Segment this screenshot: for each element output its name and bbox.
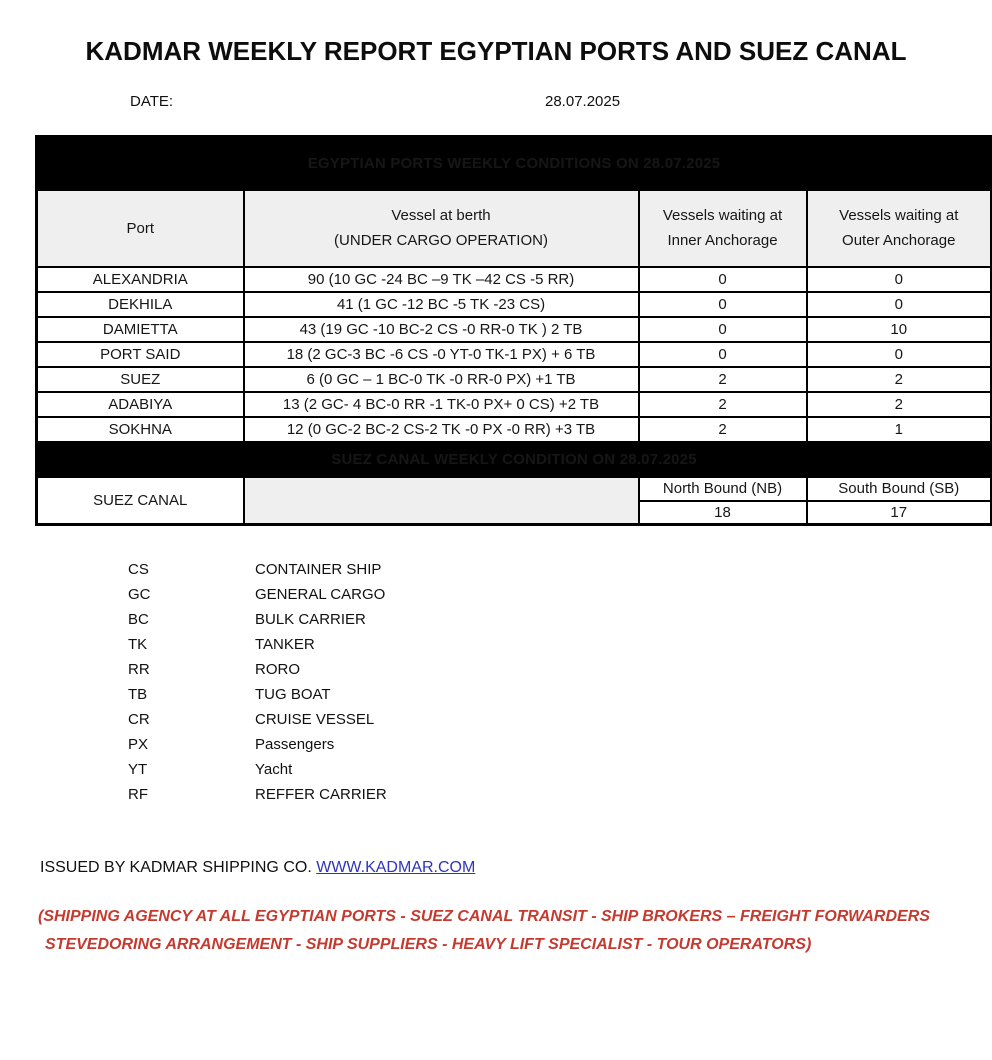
table-row-suez bbox=[37, 367, 992, 392]
inner-anchorage-cell: 2 bbox=[639, 367, 807, 392]
column-header-berth bbox=[244, 190, 639, 267]
legend-code: TK bbox=[128, 636, 148, 653]
page-title: KADMAR WEEKLY REPORT EGYPTIAN PORTS AND SUEZ CANAL bbox=[85, 36, 907, 66]
table-row-damietta bbox=[37, 317, 992, 342]
column-header-outer-line1: Vessels waiting at bbox=[839, 207, 959, 224]
legend-item-cr bbox=[128, 707, 992, 732]
abbreviation-legend bbox=[128, 557, 992, 807]
table-row-port-said bbox=[37, 342, 992, 367]
legend-label: GENERAL CARGO bbox=[255, 586, 386, 603]
legend-item-cs bbox=[128, 557, 992, 582]
report-page bbox=[0, 36, 992, 1060]
legend-code: RR bbox=[128, 661, 150, 678]
port-cell: DEKHILA bbox=[37, 292, 244, 317]
legend-label: REFFER CARRIER bbox=[255, 786, 387, 803]
south-bound-header: South Bound (SB) bbox=[807, 477, 992, 501]
legend-label: RORO bbox=[255, 661, 300, 678]
port-cell: PORT SAID bbox=[37, 342, 244, 367]
column-header-berth-line1: Vessel at berth bbox=[391, 207, 491, 224]
legend-code: TB bbox=[128, 686, 148, 703]
berth-cell: 6 (0 GC – 1 BC-0 TK -0 RR-0 PX) +1 TB bbox=[244, 367, 639, 392]
legend-item-rr bbox=[128, 657, 992, 682]
suez-header-bar: SUEZ CANAL WEEKLY CONDITION ON 28.07.2025 bbox=[37, 442, 992, 477]
legend-item-bc bbox=[128, 607, 992, 632]
column-header-berth-line2: (UNDER CARGO OPERATION) bbox=[334, 232, 548, 249]
berth-cell: 90 (10 GC -24 BC –9 TK –42 CS -5 RR) bbox=[244, 267, 639, 292]
legend-item-gc bbox=[128, 582, 992, 607]
port-cell: SUEZ bbox=[37, 367, 244, 392]
tagline-line-2: STEVEDORING ARRANGEMENT - SHIP SUPPLIERS - HEAVY LIFT SPECIALIST - TOUR OPERATORS) bbox=[45, 936, 812, 953]
ports-and-suez-table bbox=[35, 135, 992, 526]
legend-label: BULK CARRIER bbox=[255, 611, 366, 628]
berth-cell: 43 (19 GC -10 BC-2 CS -0 RR-0 TK ) 2 TB bbox=[244, 317, 639, 342]
port-cell: SOKHNA bbox=[37, 417, 244, 442]
outer-anchorage-cell: 0 bbox=[807, 267, 992, 292]
legend-code: PX bbox=[128, 736, 149, 753]
inner-anchorage-cell: 0 bbox=[639, 317, 807, 342]
outer-anchorage-cell: 1 bbox=[807, 417, 992, 442]
berth-cell: 41 (1 GC -12 BC -5 TK -23 CS) bbox=[244, 292, 639, 317]
port-cell: DAMIETTA bbox=[37, 317, 244, 342]
outer-anchorage-cell: 0 bbox=[807, 292, 992, 317]
legend-item-tk bbox=[128, 632, 992, 657]
legend-label: TANKER bbox=[255, 636, 315, 653]
suez-canal-labels-row bbox=[37, 477, 992, 501]
table-row-alexandria bbox=[37, 267, 992, 292]
legend-label: CRUISE VESSEL bbox=[255, 711, 375, 728]
legend-item-tb bbox=[128, 682, 992, 707]
date-row bbox=[0, 93, 992, 113]
legend-label: CONTAINER SHIP bbox=[255, 561, 382, 578]
north-bound-value: 18 bbox=[639, 501, 807, 525]
inner-anchorage-cell: 2 bbox=[639, 417, 807, 442]
ports-header-bar: EGYPTIAN PORTS WEEKLY CONDITIONS ON 28.07.2025 bbox=[37, 137, 992, 190]
table-row-sokhna bbox=[37, 417, 992, 442]
date-label: DATE: bbox=[130, 93, 174, 110]
berth-cell: 13 (2 GC- 4 BC-0 RR -1 TK-0 PX+ 0 CS) +2 TB bbox=[244, 392, 639, 417]
suez-header-bar-row bbox=[37, 442, 992, 477]
outer-anchorage-cell: 10 bbox=[807, 317, 992, 342]
legend-item-rf bbox=[128, 782, 992, 807]
column-header-outer-line2: Outer Anchorage bbox=[842, 232, 956, 249]
column-header-inner-line2: Inner Anchorage bbox=[667, 232, 778, 249]
column-header-port bbox=[37, 190, 244, 267]
north-bound-header: North Bound (NB) bbox=[639, 477, 807, 501]
legend-code: CS bbox=[128, 561, 149, 578]
legend-code: BC bbox=[128, 611, 149, 628]
column-header-inner-anchorage bbox=[639, 190, 807, 267]
inner-anchorage-cell: 0 bbox=[639, 292, 807, 317]
ports-header-bar-row bbox=[37, 137, 992, 190]
port-cell: ALEXANDRIA bbox=[37, 267, 244, 292]
inner-anchorage-cell: 0 bbox=[639, 342, 807, 367]
legend-code: YT bbox=[128, 761, 148, 778]
berth-cell: 12 (0 GC-2 BC-2 CS-2 TK -0 PX -0 RR) +3 TB bbox=[244, 417, 639, 442]
outer-anchorage-cell: 2 bbox=[807, 392, 992, 417]
legend-item-yt bbox=[128, 757, 992, 782]
legend-code: GC bbox=[128, 586, 151, 603]
column-header-outer-anchorage bbox=[807, 190, 992, 267]
issued-by-text: ISSUED BY KADMAR SHIPPING CO. bbox=[40, 859, 317, 876]
suez-canal-row-label: SUEZ CANAL bbox=[37, 477, 244, 525]
table-row-dekhila bbox=[37, 292, 992, 317]
column-header-inner-line1: Vessels waiting at bbox=[662, 207, 783, 224]
outer-anchorage-cell: 2 bbox=[807, 367, 992, 392]
kadmar-website-link[interactable]: WWW.KADMAR.COM bbox=[316, 859, 476, 876]
column-header-row bbox=[37, 190, 992, 267]
port-cell: ADABIYA bbox=[37, 392, 244, 417]
table-row-adabiya bbox=[37, 392, 992, 417]
inner-anchorage-cell: 2 bbox=[639, 392, 807, 417]
berth-cell: 18 (2 GC-3 BC -6 CS -0 YT-0 TK-1 PX) + 6 TB bbox=[244, 342, 639, 367]
legend-label: Passengers bbox=[255, 736, 335, 753]
south-bound-value: 17 bbox=[807, 501, 992, 525]
legend-label: TUG BOAT bbox=[255, 686, 331, 703]
outer-anchorage-cell: 0 bbox=[807, 342, 992, 367]
legend-code: RF bbox=[128, 786, 148, 803]
inner-anchorage-cell: 0 bbox=[639, 267, 807, 292]
agency-tagline bbox=[38, 903, 992, 959]
legend-label: Yacht bbox=[255, 761, 293, 778]
date-value: 28.07.2025 bbox=[545, 93, 621, 110]
legend-item-px bbox=[128, 732, 992, 757]
legend-code: CR bbox=[128, 711, 150, 728]
issued-by-line bbox=[40, 859, 992, 877]
column-header-port-label: Port bbox=[126, 219, 154, 237]
suez-canal-empty-cell bbox=[244, 477, 639, 525]
tagline-line-1: (SHIPPING AGENCY AT ALL EGYPTIAN PORTS - SUEZ CANAL TRANSIT - SHIP BROKERS – FREIGHT FORWARDERS bbox=[38, 908, 930, 925]
